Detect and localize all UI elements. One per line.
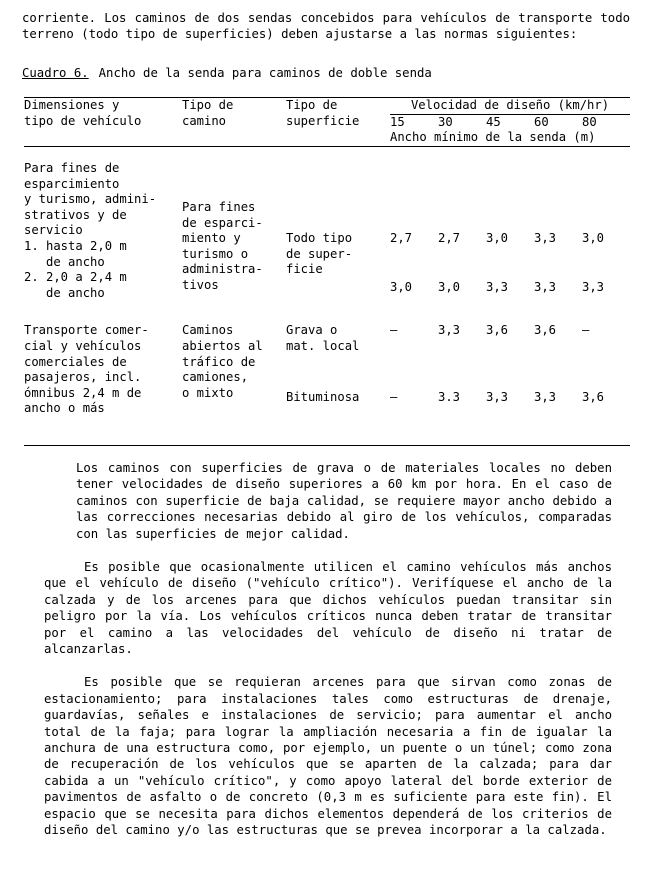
table-note <box>22 460 630 542</box>
table-row <box>24 301 630 374</box>
row2-dim-line4: pasajeros, incl. <box>24 370 142 385</box>
header-speed-values-row <box>390 115 630 131</box>
row1-sub1-v45: 3,0 <box>486 231 509 245</box>
table-note-text: Los caminos con superficies de grava o de materiales locales no deben tener velocidades de diseño superiores a 60 km por hora. En el caso de caminos con superficie de baja calidad, se requiere mayor ancho debido a las correcciones necesarias debido al giro de los vehículos, comparadas con las superficies de mejor calidad. <box>76 460 612 541</box>
row2-dimensiones <box>24 301 182 417</box>
row2-sub2-v30: 3.3 <box>438 389 461 404</box>
row2-camino <box>182 301 286 417</box>
row1-camino <box>182 147 286 301</box>
row1-sub2-v80: 3,3 <box>582 280 605 295</box>
row1-sub2-v60: 3,3 <box>534 280 557 295</box>
table-6 <box>24 97 630 446</box>
row1-camino-line2: de esparci- <box>182 215 263 230</box>
row2-sub1-v80: – <box>582 323 590 338</box>
row1-sub2-v45: 3,3 <box>486 280 509 295</box>
row2-sub2-superficie: Bituminosa <box>286 389 360 404</box>
header-tipo-camino-line2: camino <box>182 113 227 128</box>
table-header-row <box>24 98 630 130</box>
row2-camino-line4: camiones, <box>182 370 249 385</box>
row1-dim-line5: servicio <box>24 223 83 238</box>
table-row <box>24 147 630 263</box>
header-velocidad-group <box>390 98 630 130</box>
header-tipo-superficie <box>286 98 390 130</box>
row1-dim-line2: esparcimiento <box>24 176 120 191</box>
subhead-ancho-minimo: Ancho mínimo de la senda (m) <box>390 130 596 145</box>
table-6-grid <box>24 98 630 146</box>
row1-sub1-v60: 3,3 <box>534 231 557 245</box>
header-speed-15: 15 <box>390 114 405 129</box>
row1-sub1-v15: 2,7 <box>390 231 413 245</box>
row2-sub2-v60: 3,3 <box>534 389 557 404</box>
row1-camino-line3: miento y <box>182 231 241 246</box>
header-velocidad-label: Velocidad de diseño (km/hr) <box>390 98 630 115</box>
row1-sub1-v30: 2,7 <box>438 231 461 245</box>
row1-camino-line4: turismo o <box>182 246 249 261</box>
row1-surf-line1: Todo tipo <box>286 231 353 245</box>
row2-sub1-surf-line1: Grava o <box>286 323 338 338</box>
row1-dim-line9: de ancho <box>24 285 105 300</box>
row1-camino-line1: Para fines <box>182 200 256 214</box>
row2-sub1-v15: – <box>390 323 398 338</box>
body-paragraph-1: Es posible que ocasionalmente utilicen el camino vehículos más anchos que el vehículo de diseño ("vehículo crítico"). Verifíquese el ancho de la calzada y de los arcenes para que dichos vehículos puedan transitar sin peligro por la vía. Los vehículos críticos nunca deben tratar de transitar por el camino a las velocidades del vehículo de diseño ni tratar de alcanzarlas. <box>44 559 612 656</box>
header-tipo-camino-line1: Tipo de <box>182 98 234 113</box>
row2-camino-line1: Caminos <box>182 323 234 338</box>
row1-dim-line8: 2. 2,0 a 2,4 m <box>24 270 127 285</box>
row2-sub1-v45: 3,6 <box>486 323 509 338</box>
row2-dim-line3: comerciales de <box>24 354 127 369</box>
header-tipo-superficie-line2: superficie <box>286 113 360 128</box>
header-dimensiones <box>24 98 182 130</box>
row1-sub2-v15: 3,0 <box>390 280 413 295</box>
intro-paragraph: corriente. Los caminos de dos sendas concebidos para vehículos de transporte todo terreno (todo tipo de superficies) deben ajustarse a las normas siguientes: <box>22 11 630 42</box>
row1-superficie <box>286 147 390 301</box>
header-speed-80: 80 <box>582 114 597 129</box>
header-tipo-camino <box>182 98 286 130</box>
row1-sub2-v30: 3,0 <box>438 280 461 295</box>
table-bottom-rule <box>24 445 630 446</box>
row1-camino-line6: tivos <box>182 277 219 292</box>
row2-sub1-superficie <box>286 301 390 374</box>
row1-surf-line3: ficie <box>286 262 323 277</box>
row2-sub1-surf-line2: mat. local <box>286 338 360 353</box>
row2-camino-line5: o mixto <box>182 385 234 400</box>
row2-dim-line1: Transporte comer- <box>24 323 149 338</box>
subhead-spacer <box>24 130 390 146</box>
row2-camino-line3: tráfico de <box>182 354 256 369</box>
row1-surf-line2: de super- <box>286 246 353 261</box>
row2-sub2-v15: – <box>390 389 398 404</box>
row1-sub1-v80: 3,0 <box>582 231 605 245</box>
row2-sub2-v45: 3,3 <box>486 389 509 404</box>
table-caption-text: Ancho de la senda para caminos de doble senda <box>98 65 432 80</box>
row2-dim-line6: ancho o más <box>24 401 105 416</box>
header-dimensiones-line2: tipo de vehículo <box>24 113 142 128</box>
row1-dimensiones <box>24 147 182 301</box>
header-speed-45: 45 <box>486 114 501 129</box>
row2-dim-line2: cial y vehículos <box>24 338 142 353</box>
header-speed-60: 60 <box>534 114 549 129</box>
table-subhead-row <box>24 130 630 146</box>
header-speed-30: 30 <box>438 114 453 129</box>
table-caption-label: Cuadro 6. <box>22 65 89 80</box>
row1-dim-line6: 1. hasta 2,0 m <box>24 238 127 253</box>
row1-dim-line1: Para fines de <box>24 161 120 175</box>
header-tipo-superficie-line1: Tipo de <box>286 98 338 113</box>
row2-sub1-v60: 3,6 <box>534 323 557 338</box>
row2-camino-line2: abiertos al <box>182 338 263 353</box>
row2-sub1-v30: 3,3 <box>438 323 461 338</box>
header-dimensiones-line1: Dimensiones y <box>24 98 120 113</box>
row2-dim-line5: ómnibus 2,4 m de <box>24 385 142 400</box>
row2-sub2-v80: 3,6 <box>582 389 605 404</box>
body-paragraph-2: Es posible que se requieran arcenes para que sirvan como zonas de estacionamiento; para instalaciones tales como estructuras de drenaje, guardavías, señales e instalaciones de servicio; para aumentar el ancho total de la faja; para lograr la ampliación necesaria a fin de igualar la anchura de una estructura como, por ejemplo, un puente o un túnel; como zona de recuperación de los vehículos que se aparten de la calzada; para dar cabida a un "vehículo crítico", y como apoyo lateral del borde exterior de pavimentos de asfalto o de concreto (0,3 m es suficiente para este fin). El espacio que se necesita para dichos elementos dependerá de los criterios de diseño del camino y/o las estructuras que se prevea incorporar a la calzada. <box>44 675 612 838</box>
row1-camino-line5: administra- <box>182 262 263 277</box>
table-6-body <box>24 147 630 417</box>
row1-dim-line3: y turismo, admini- <box>24 192 157 207</box>
row1-dim-line4: strativos y de <box>24 207 127 222</box>
table-caption <box>22 65 630 81</box>
row1-dim-line7: de ancho <box>24 254 105 269</box>
